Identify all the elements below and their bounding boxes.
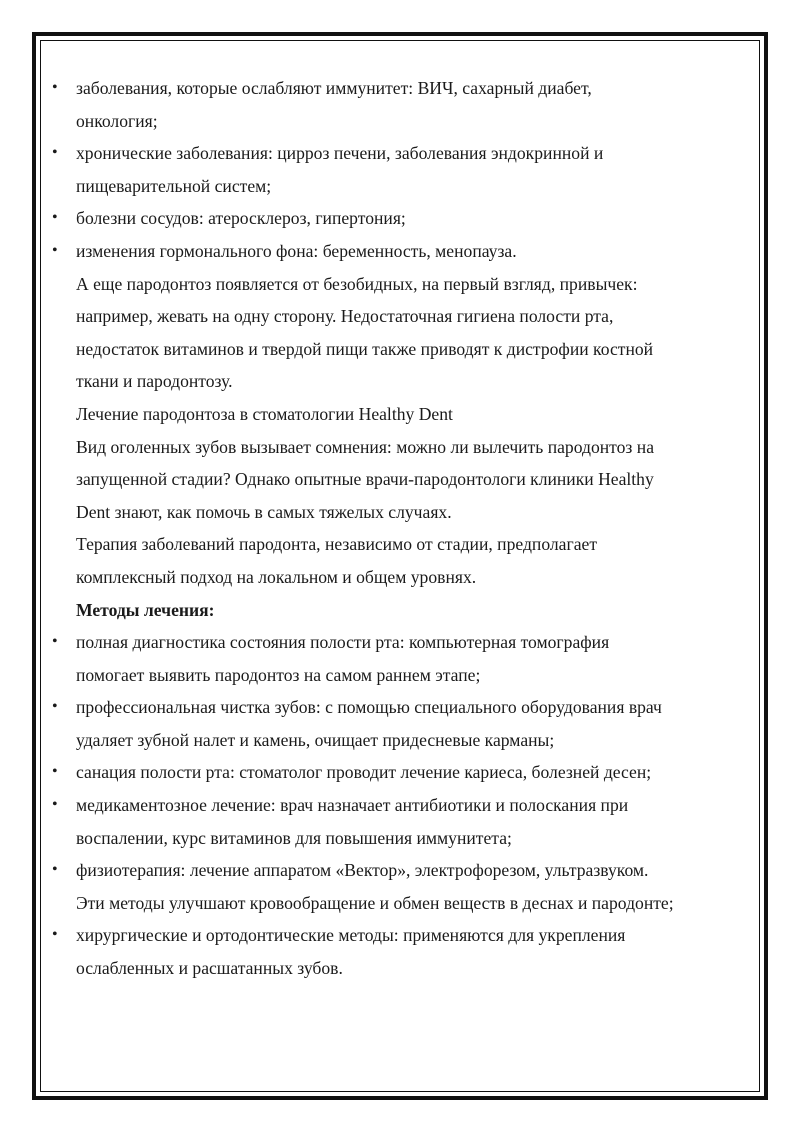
line-text: комплексный подход на локальном и общем уровнях.: [76, 566, 477, 587]
list-item: [52, 789, 732, 822]
list-item: [52, 691, 732, 724]
line-text: Dent знают, как помочь в самых тяжелых случаях.: [76, 501, 452, 522]
line-text: А еще пародонтоз появляется от безобидных, на первый взгляд, привычек:: [76, 273, 638, 294]
bullet-icon: •: [52, 633, 58, 651]
text-line: [76, 952, 732, 985]
document-body: [52, 72, 732, 985]
line-text: Терапия заболеваний пародонта, независимо от стадии, предполагает: [76, 534, 598, 555]
bullet-icon: •: [52, 241, 58, 259]
line-text: воспалении, курс витаминов для повышения иммунитета;: [76, 827, 512, 848]
line-text: санация полости рта: стоматолог проводит лечение кариеса, болезней десен;: [76, 762, 652, 783]
text-line: [76, 822, 732, 855]
text-line: [76, 659, 732, 692]
list-item: [52, 235, 732, 268]
line-text: недостаток витаминов и твердой пищи также приводят к дистрофии костной: [76, 338, 654, 359]
line-text: профессиональная чистка зубов: с помощью специального оборудования врач: [76, 697, 662, 718]
text-line: [76, 170, 732, 203]
line-text: пищеварительной систем;: [76, 175, 272, 196]
text-line: [76, 431, 732, 464]
text-line: [76, 300, 732, 333]
list-item: [52, 854, 732, 887]
line-text: заболевания, которые ослабляют иммунитет: ВИЧ, сахарный диабет,: [76, 78, 592, 98]
list-item: [52, 72, 732, 105]
line-text: полная диагностика состояния полости рта: компьютерная томография: [76, 632, 610, 653]
text-line: [76, 365, 732, 398]
list-item: [52, 202, 732, 235]
line-text: удаляет зубной налет и камень, очищает придесневые карманы;: [76, 729, 555, 750]
line-text: хирургические и ортодонтические методы: применяются для укрепления: [76, 925, 626, 946]
line-text: Методы лечения:: [76, 599, 215, 620]
bullet-icon: •: [52, 144, 58, 162]
bullet-icon: •: [52, 763, 58, 781]
line-text: изменения гормонального фона: беременность, менопауза.: [76, 240, 517, 261]
line-text: физиотерапия: лечение аппаратом «Вектор», электрофорезом, ультразвуком.: [76, 860, 649, 881]
line-text: медикаментозное лечение: врач назначает антибиотики и полоскания при: [76, 795, 629, 816]
line-text: ослабленных и расшатанных зубов.: [76, 958, 343, 979]
text-line: [76, 561, 732, 594]
text-line: [76, 398, 732, 431]
line-text: ткани и пародонтозу.: [76, 371, 233, 392]
line-text: помогает выявить пародонтоз на самом раннем этапе;: [76, 664, 481, 685]
text-line: [76, 724, 732, 757]
line-text: онкология;: [76, 110, 158, 131]
bullet-icon: •: [52, 698, 58, 716]
text-line: [76, 528, 732, 561]
line-text: хронические заболевания: цирроз печени, заболевания эндокринной и: [76, 143, 604, 164]
line-text: Эти методы улучшают кровообращение и обмен веществ в деснах и пародонте;: [76, 892, 674, 913]
bullet-icon: •: [52, 926, 58, 944]
text-line: [76, 887, 732, 920]
text-line: [76, 268, 732, 301]
bullet-icon: •: [52, 209, 58, 227]
text-line: [76, 496, 732, 529]
line-text: Лечение пародонтоза в стоматологии Healthy Dent: [76, 403, 453, 424]
section-heading: [76, 594, 732, 627]
list-item: [52, 626, 732, 659]
bullet-icon: •: [52, 79, 58, 96]
text-line: [76, 105, 732, 138]
line-text: например, жевать на одну сторону. Недостаточная гигиена полости рта,: [76, 306, 614, 327]
bullet-icon: •: [52, 861, 58, 879]
text-line: [76, 463, 732, 496]
list-item: [52, 756, 732, 789]
list-item: [52, 137, 732, 170]
line-text: болезни сосудов: атеросклероз, гипертония;: [76, 208, 406, 229]
bullet-icon: •: [52, 796, 58, 814]
list-item: [52, 919, 732, 952]
line-text: Вид оголенных зубов вызывает сомнения: можно ли вылечить пародонтоз на: [76, 436, 654, 457]
line-text: запущенной стадии? Однако опытные врачи-пародонтологи клиники Healthy: [76, 469, 654, 490]
text-line: [76, 333, 732, 366]
